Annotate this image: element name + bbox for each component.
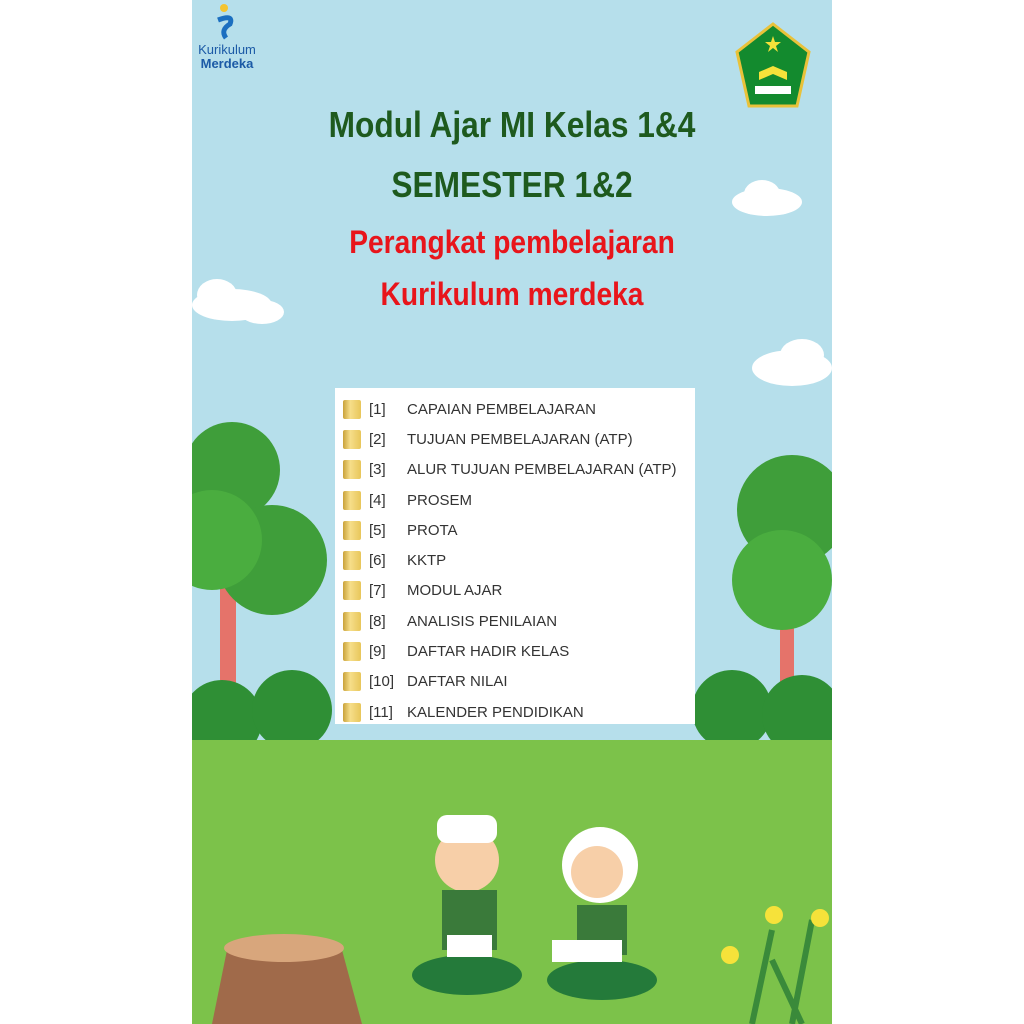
folder-label: TUJUAN PEMBELAJARAN (ATP) xyxy=(407,430,633,448)
logo-text-line1: Kurikulum xyxy=(198,42,256,57)
folder-item[interactable] xyxy=(343,697,695,727)
folder-number: [6] xyxy=(369,552,386,570)
folder-item[interactable] xyxy=(343,545,695,575)
folder-number: [3] xyxy=(369,461,386,479)
folder-number: [9] xyxy=(369,643,386,661)
folder-icon xyxy=(343,400,361,419)
folder-label: DAFTAR NILAI xyxy=(407,673,508,691)
folder-item[interactable] xyxy=(343,667,695,697)
folder-icon xyxy=(343,491,361,510)
folder-item[interactable] xyxy=(343,455,695,485)
subtitle-line2: Kurikulum merdeka xyxy=(380,276,644,312)
poster xyxy=(192,0,832,1024)
folder-item[interactable] xyxy=(343,576,695,606)
folder-label: ANALISIS PENILAIAN xyxy=(407,612,558,630)
folder-item[interactable] xyxy=(343,636,695,666)
folder-label: ALUR TUJUAN PEMBELAJARAN (ATP) xyxy=(407,461,677,479)
folder-number: [7] xyxy=(369,582,386,600)
title-line2: SEMESTER 1&2 xyxy=(391,164,633,205)
folder-number: [10] xyxy=(369,673,395,691)
folder-number: [4] xyxy=(369,491,386,509)
folder-icon xyxy=(343,430,361,449)
folder-label: PROTA xyxy=(407,521,458,539)
folder-number: [5] xyxy=(369,521,386,539)
folder-list xyxy=(335,388,695,724)
folder-number: [1] xyxy=(369,400,386,418)
folder-icon xyxy=(343,581,361,600)
folder-item[interactable] xyxy=(343,515,695,545)
folder-icon xyxy=(343,460,361,479)
folder-label: PROSEM xyxy=(407,491,473,509)
folder-item[interactable] xyxy=(343,485,695,515)
folder-label: MODUL AJAR xyxy=(407,582,503,600)
tree-right-icon xyxy=(732,455,832,690)
folder-label: DAFTAR HADIR KELAS xyxy=(407,643,570,661)
folder-label: CAPAIAN PEMBELAJARAN xyxy=(407,400,596,418)
title-line1: Modul Ajar MI Kelas 1&4 xyxy=(328,104,696,145)
folder-item[interactable] xyxy=(343,424,695,454)
folder-icon xyxy=(343,672,361,691)
folder-number: [2] xyxy=(369,430,386,448)
folder-number: [8] xyxy=(369,612,386,630)
folder-icon xyxy=(343,551,361,570)
folder-icon xyxy=(343,642,361,661)
folder-item[interactable] xyxy=(343,606,695,636)
folder-label: KALENDER PENDIDIKAN xyxy=(407,703,584,721)
logo-text-line2: Merdeka xyxy=(200,56,254,71)
subtitle-line1: Perangkat pembelajaran xyxy=(349,224,675,260)
folder-icon xyxy=(343,612,361,631)
tree-stump-icon xyxy=(212,934,362,1024)
tree-left-icon xyxy=(192,422,327,690)
folder-number: [11] xyxy=(369,703,393,721)
folder-icon xyxy=(343,703,361,722)
folder-label: KKTP xyxy=(407,552,447,570)
folder-icon xyxy=(343,521,361,540)
folder-item[interactable] xyxy=(343,394,695,424)
kemenag-emblem xyxy=(735,22,811,108)
